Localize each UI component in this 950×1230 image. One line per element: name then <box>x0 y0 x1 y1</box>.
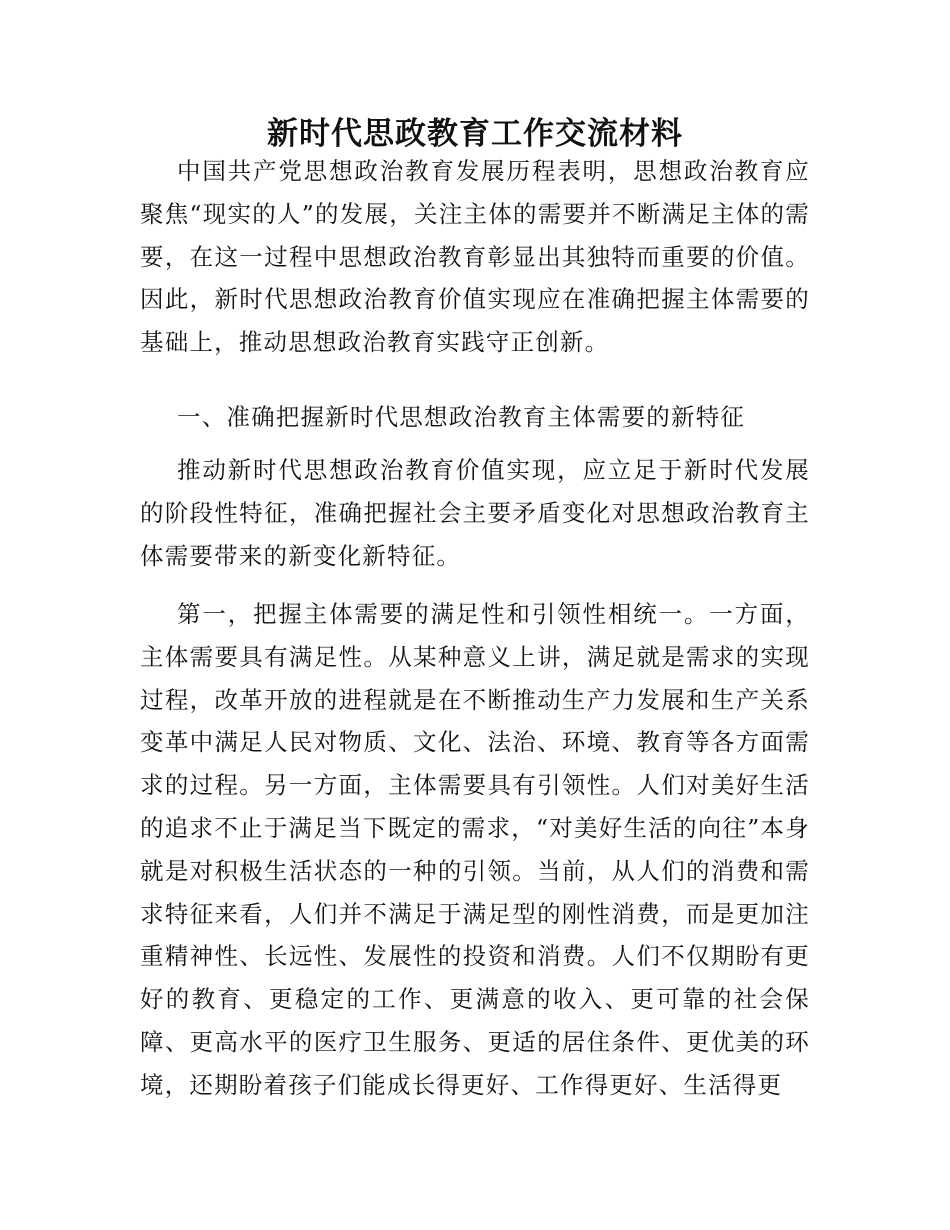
paragraph-section-1: 推动新时代思想政治教育价值实现，应立足于新时代发展的阶段性特征，准确把握社会主要矛盾变化对思想政治教育主体需要带来的新变化新特征。 <box>140 456 810 570</box>
document-title: 新时代思政教育工作交流材料 <box>267 116 683 152</box>
paragraph-intro: 中国共产党思想政治教育发展历程表明，思想政治教育应聚焦“现实的人”的发展，关注主体的需要并不断满足主体的需要，在这一过程中思想政治教育彰显出其独特而重要的价值。因此，新时代思想政治教育价值实现应在准确把握主体需要的基础上，推动思想政治教育实践守正创新。 <box>140 157 810 357</box>
section-heading-1: 一、准确把握新时代思想政治教育主体需要的新特征 <box>177 403 746 431</box>
paragraph-point-1: 第一，把握主体需要的满足性和引领性相统一。一方面，主体需要具有满足性。从某种意义上讲，满足就是需求的实现过程，改革开放的进程就是在不断推动生产力发展和生产关系变革中满足人民对物质、文化、法治、环境、教育等各方面需求的过程。另一方面，主体需要具有引领性。人们对美好生活的追求不止于满足当下既定的需求，“对美好生活的向往”本身就是对积极生活状态的一种的引领。当前，从人们的消费和需求特征来看，人们并不满足于满足型的刚性消费，而是更加注重精神性、长远性、发展性的投资和消费。人们不仅期盼有更好的教育、更稳定的工作、更满意的收入、更可靠的社会保障、更高水平的医疗卫生服务、更适的居住条件、更优美的环境，还期盼着孩子们能成长得更好、工作得更好、生活得更 <box>140 600 810 1099</box>
